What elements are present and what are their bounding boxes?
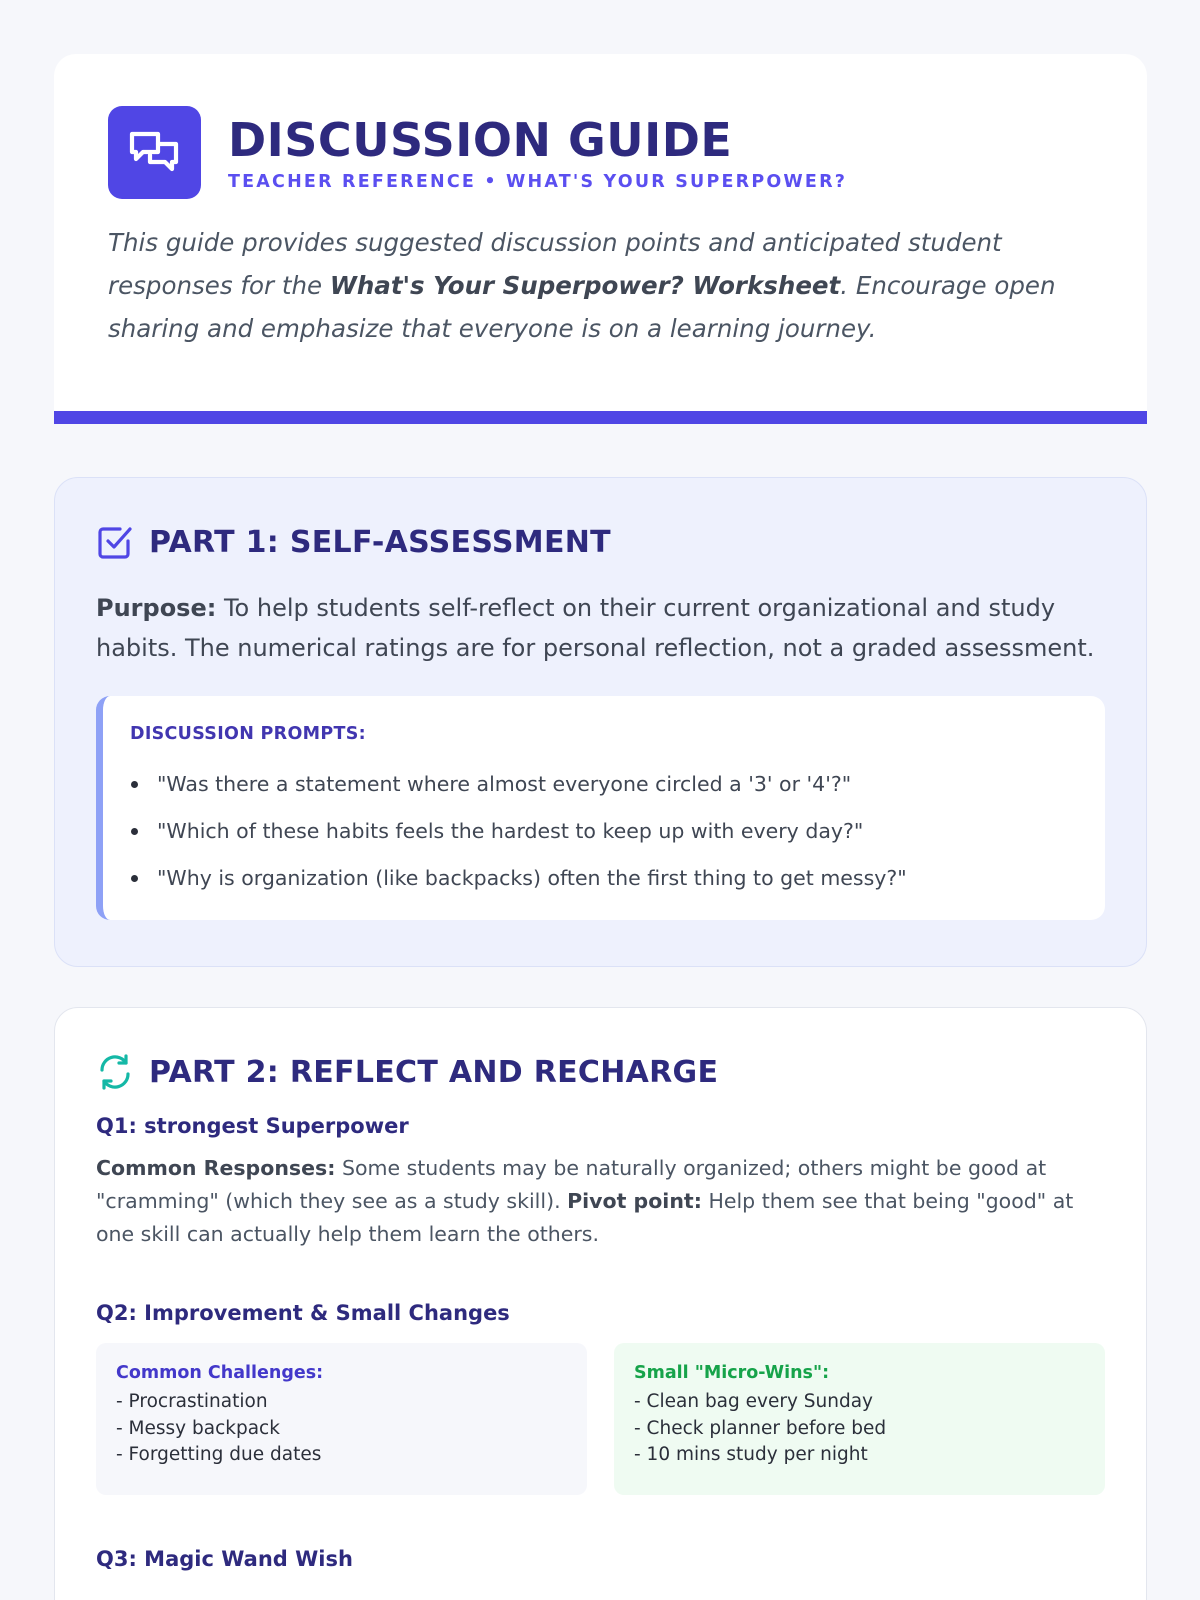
micro-wins-list xyxy=(634,1389,1085,1469)
q1-body xyxy=(96,1152,1105,1251)
discussion-prompts-heading: DISCUSSION PROMPTS: xyxy=(130,724,366,744)
part2-section xyxy=(54,1007,1147,1600)
list-item: - Clean bag every Sunday xyxy=(634,1391,874,1412)
intro-paragraph xyxy=(108,221,1093,350)
q1-heading: Q1: strongest Superpower xyxy=(96,1114,409,1138)
refresh-icon xyxy=(96,1053,134,1091)
responses-text: Some students may be naturally organized; others might be good at "cramming" (which they see as a study skill). xyxy=(96,1156,1047,1213)
discussion-prompts-box xyxy=(96,696,1105,920)
brand-text xyxy=(228,114,847,192)
q2-heading: Q2: Improvement & Small Changes xyxy=(96,1301,510,1325)
list-item: "Was there a statement where almost everyone circled a '3' or '4'?" xyxy=(130,761,1078,808)
pivot-text: Help them see that being "good" at one skill can actually help them learn the others. xyxy=(96,1189,1074,1246)
part1-header xyxy=(96,520,1105,564)
discussion-prompts-list xyxy=(130,761,1078,902)
chat-bubbles-icon xyxy=(108,106,201,199)
list-item: - Procrastination xyxy=(116,1391,268,1412)
intro-text-end: . Encourage open sharing and emphasize that everyone is on a learning journey. xyxy=(108,271,1056,343)
common-challenges-tile xyxy=(96,1343,587,1495)
q3-heading: Q3: Magic Wand Wish xyxy=(96,1547,353,1571)
checkbox-icon xyxy=(96,523,134,561)
intro-text-start: This guide provides suggested discussion points and anticipated student responses for the xyxy=(108,228,1002,300)
list-item: - Messy backpack xyxy=(116,1417,280,1439)
responses-label: Common Responses: xyxy=(96,1156,336,1180)
header-card xyxy=(54,54,1147,424)
page-title: DISCUSSION GUIDE xyxy=(228,112,733,167)
purpose-text: To help students self-reflect on their current organizational and study habits. The numerical ratings are for personal reflection, not a graded assessment. xyxy=(96,594,1095,662)
pivot-label: Pivot point: xyxy=(567,1189,702,1213)
common-challenges-title: Common Challenges: xyxy=(116,1363,324,1383)
micro-wins-title: Small "Micro-Wins": xyxy=(634,1363,830,1383)
list-item: - Forgetting due dates xyxy=(116,1444,322,1465)
part2-title: PART 2: REFLECT AND RECHARGE xyxy=(149,1054,719,1090)
purpose-paragraph xyxy=(96,588,1105,668)
list-item: "Why is organization (like backpacks) often the first thing to get messy?" xyxy=(130,855,1078,902)
brand-row xyxy=(108,106,1093,199)
part1-section xyxy=(54,477,1147,967)
part1-title: PART 1: SELF-ASSESSMENT xyxy=(149,524,611,560)
list-item: - Check planner before bed xyxy=(634,1417,887,1439)
list-item: "Which of these habits feels the hardest to keep up with every day?" xyxy=(130,808,1078,855)
intro-worksheet-name: What's Your Superpower? Worksheet xyxy=(329,271,841,300)
list-item: - 10 mins study per night xyxy=(634,1444,868,1465)
purpose-label: Purpose: xyxy=(96,594,217,622)
part2-header xyxy=(96,1050,1105,1094)
common-challenges-list xyxy=(116,1389,567,1469)
page-subtitle: TEACHER REFERENCE • WHAT'S YOUR SUPERPOWER? xyxy=(228,171,848,192)
q2-tiles xyxy=(96,1343,1105,1495)
micro-wins-tile xyxy=(614,1343,1105,1495)
